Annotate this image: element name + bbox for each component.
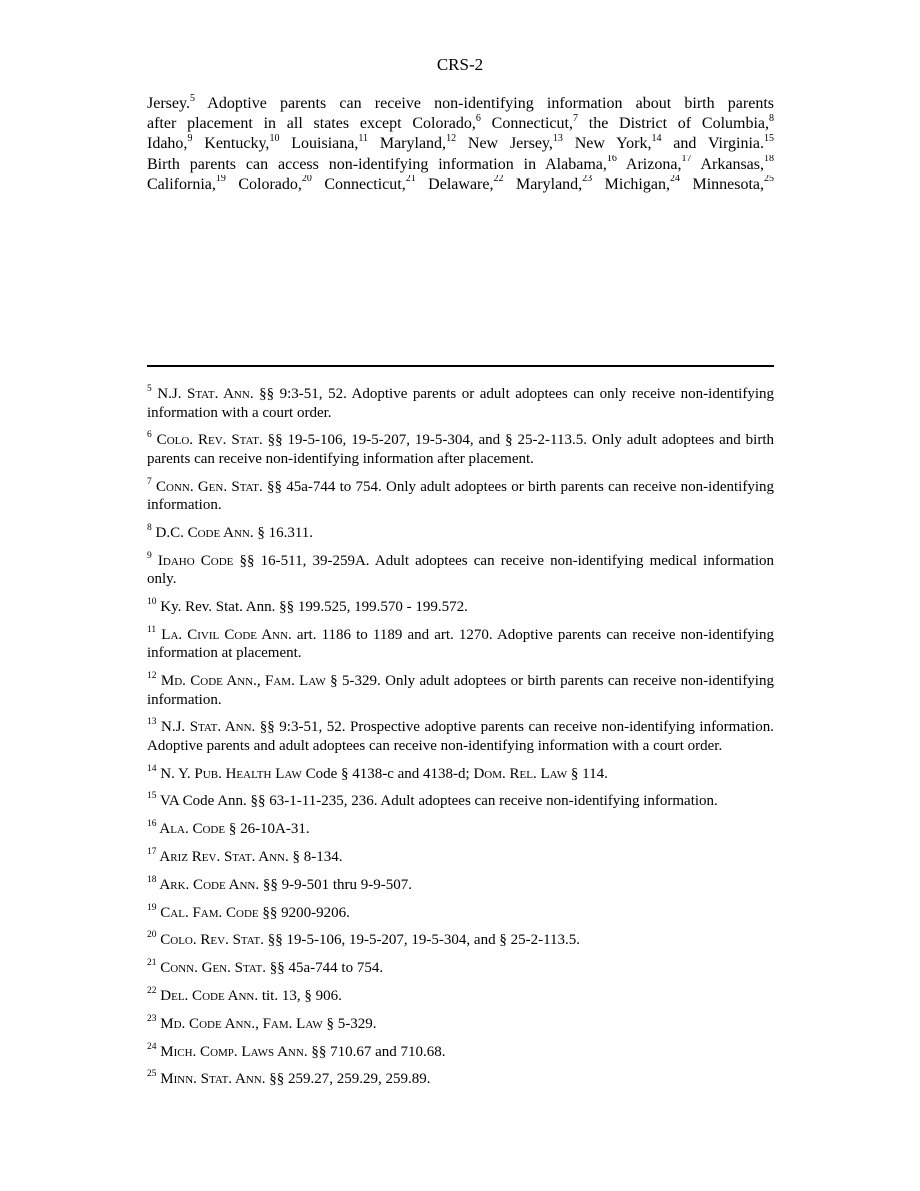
body-text-segment: Maryland,	[503, 175, 583, 193]
footnote-text: . S	[225, 932, 241, 949]
citation-small-caps: daho	[162, 552, 195, 569]
body-line	[147, 114, 774, 134]
footnote	[147, 1015, 774, 1034]
footnote	[147, 718, 774, 755]
footnote-text: § 5-329. Only adult adoptees or birth parents can receive non-identifying information.	[147, 673, 774, 708]
citation-small-caps: ode	[202, 988, 225, 1005]
citation-small-caps: tat	[239, 478, 259, 495]
footnote-text: . L	[233, 1043, 251, 1060]
footnote-text: C	[156, 960, 171, 977]
citation-small-caps: ivil	[197, 626, 220, 643]
footnote-number: 25	[147, 1069, 157, 1080]
footnote-reference[interactable]: 21	[405, 174, 416, 185]
footnote-text: . A	[251, 849, 270, 866]
page-header: CRS-2	[436, 55, 484, 74]
citation-small-caps: tat	[240, 932, 261, 949]
citation-small-caps: tat	[232, 849, 252, 866]
footnote-text: . § 16.311.	[249, 524, 314, 541]
footnote-text: . C	[181, 1015, 200, 1032]
citation-small-caps: ode	[203, 876, 226, 893]
citation-small-caps: ode	[210, 552, 234, 569]
footnote-text: . §§ 19-5-106, 19-5-207, 19-5-304, and § 25-2-113.5.	[260, 932, 581, 949]
citation-small-caps: tat	[195, 386, 215, 402]
footnote	[147, 598, 774, 617]
footnote-text: A	[156, 849, 171, 866]
footnote-number: 11	[147, 624, 157, 635]
citation-small-caps: aw	[549, 765, 568, 782]
footnote-text: . C	[184, 988, 203, 1005]
body-text-segment: Kentucky,	[192, 135, 270, 153]
footnote-text: I	[151, 552, 163, 569]
footnote	[147, 524, 774, 543]
footnote-number: 16	[147, 819, 157, 830]
footnote-number: 23	[147, 1013, 157, 1024]
footnote	[147, 904, 774, 923]
footnote-reference[interactable]: 7	[572, 114, 578, 124]
citation-small-caps: am	[273, 673, 292, 690]
footnote-reference[interactable]: 9	[187, 134, 193, 145]
footnote-text: D.C. C	[151, 524, 198, 541]
footnote-text: . C	[182, 673, 201, 690]
footnote	[147, 478, 774, 515]
footnote-number: 9	[147, 550, 152, 561]
body-line	[147, 134, 774, 154]
footnote-text: . C	[192, 1043, 211, 1060]
citation-small-caps: nn	[239, 876, 256, 893]
footnote-text: . G	[194, 960, 213, 977]
footnote	[147, 848, 774, 867]
footnote-text: . L	[288, 1015, 306, 1032]
citation-small-caps: d	[173, 1015, 182, 1032]
footnote-text: A	[156, 876, 171, 893]
footnote-text: § 114.	[567, 765, 608, 782]
footnote-text: L	[271, 765, 285, 782]
citation-small-caps: inn	[173, 1071, 194, 1088]
citation-small-caps: nn	[233, 524, 250, 541]
footnote-text: A	[274, 1043, 288, 1060]
footnote-text: . H	[218, 765, 237, 782]
footnote-reference[interactable]: 5	[189, 94, 195, 104]
footnote-separator-rule	[147, 365, 774, 367]
citation-small-caps: ode	[234, 626, 257, 643]
body-text-segment: Delaware,	[415, 175, 494, 193]
footnote-reference[interactable]: 15	[764, 134, 774, 145]
footnote-text: . §§ 259.27, 259.29, 259.89.	[261, 1071, 431, 1088]
footnote-text: C	[156, 904, 171, 921]
citation-small-caps: onn	[166, 478, 190, 495]
citation-small-caps: en	[208, 478, 224, 495]
footnote-text: ., F	[251, 1015, 271, 1032]
footnote-text: ., F	[253, 673, 274, 690]
footnote-text: . C	[178, 626, 198, 643]
footnote-text: §§ 9200-9206.	[258, 904, 350, 921]
footnote-text: Code § 4138-c and 4138-d; D	[301, 765, 485, 782]
citation-small-caps: ode	[197, 524, 221, 541]
footnote-text: . §§ 9-9-501 thru 9-9-507.	[255, 876, 412, 893]
footnote-text: M	[156, 673, 175, 690]
body-text-segment: New York,	[562, 135, 652, 153]
footnote-text: A	[221, 1015, 236, 1032]
footnote-number: 13	[147, 717, 157, 728]
footnote-text: . art. 1186 to 1189 and art. 1270. Adoptive parents can receive non-identifying information at placement.	[147, 626, 774, 662]
body-line	[147, 155, 774, 175]
body-text-segment: Minnesota,	[679, 175, 765, 193]
citation-small-caps: olo	[166, 432, 190, 449]
footnote-text: . § 8-134.	[284, 849, 343, 866]
footnote-number: 14	[147, 763, 157, 774]
footnote-number: 5	[147, 384, 152, 394]
citation-small-caps: ode	[200, 673, 223, 690]
footnote-text: §§ 16-511, 39-259A. Adult adoptees can receive non-identifying medical information only.	[147, 552, 774, 588]
footnote-text: . tit. 13, § 906.	[254, 988, 342, 1005]
footnote-text: M	[156, 1043, 174, 1060]
citation-small-caps: nn	[272, 626, 289, 643]
footnote-reference[interactable]: 25	[764, 174, 774, 185]
footnote-text: R	[188, 849, 202, 866]
footnote	[147, 876, 774, 895]
footnote-number: 18	[147, 874, 157, 885]
citation-small-caps: nn	[235, 1015, 252, 1032]
body-text-segment: Birth parents can access non-identifying information in Alabama,	[147, 155, 607, 173]
footnote-text: . C	[218, 904, 237, 921]
footnote-reference[interactable]: 12	[446, 134, 457, 145]
footnote	[147, 672, 774, 709]
footnote-text: . R	[189, 432, 208, 449]
footnote-reference[interactable]: 16	[606, 154, 617, 165]
footnote-text: . L	[533, 765, 550, 782]
footnote-text: . G	[189, 478, 209, 495]
citation-small-caps: nn	[245, 1071, 262, 1088]
footnote-text: . A	[214, 386, 234, 402]
footnote-text: A	[224, 988, 239, 1005]
citation-small-caps: ev	[201, 849, 217, 866]
footnotes-section	[147, 385, 774, 1098]
citation-small-caps: ev	[210, 932, 226, 949]
footnote-text: . §§ 45a-744 to 754.	[262, 960, 384, 977]
footnote-reference[interactable]: 23	[582, 174, 593, 185]
footnote-reference[interactable]: 10	[269, 134, 280, 145]
body-text-segment: Louisiana,	[279, 135, 359, 153]
footnote-reference[interactable]: 24	[669, 174, 680, 185]
footnote-number: 22	[147, 986, 157, 997]
citation-small-caps: ev	[207, 432, 223, 449]
citation-small-caps: tat	[239, 432, 259, 449]
body-line	[147, 175, 774, 195]
citation-small-caps: aws	[250, 1043, 275, 1060]
footnote-number: 6	[147, 430, 152, 441]
citation-small-caps: en	[212, 960, 228, 977]
citation-small-caps: olo	[170, 932, 193, 949]
footnote-number: 24	[147, 1041, 157, 1052]
footnote-number: 15	[147, 791, 157, 802]
footnote-number: 21	[147, 958, 157, 969]
body-text-segment: Idaho,	[147, 135, 188, 153]
footnote-number: 7	[147, 476, 152, 487]
footnote-number: 17	[147, 847, 157, 858]
citation-small-caps: nn	[269, 849, 285, 866]
footnote-text: . R	[192, 932, 211, 949]
footnote-text: . S	[223, 478, 240, 495]
body-text-segment: the District of Columbia,	[577, 115, 770, 133]
footnote-reference[interactable]: 22	[493, 174, 504, 185]
footnote	[147, 820, 774, 839]
footnote	[147, 431, 774, 468]
footnote-text: N. Y. P	[156, 765, 203, 782]
footnote-text: . S	[227, 960, 243, 977]
footnote-text: . S	[193, 1071, 209, 1088]
footnote-text: . A	[228, 1071, 246, 1088]
citation-small-caps: ode	[202, 821, 226, 838]
footnote	[147, 959, 774, 978]
body-text-segment: Adoptive parents can receive non-identifying information about birth parents	[194, 95, 774, 112]
footnote-reference[interactable]: 17	[681, 154, 692, 165]
footnote-text: § 5-329.	[322, 1015, 377, 1032]
body-paragraph	[147, 94, 774, 195]
footnote-text: C	[151, 478, 166, 495]
footnote	[147, 931, 774, 950]
body-text-segment: New Jersey,	[456, 135, 553, 153]
footnote-text: § 26-10A-31.	[225, 821, 310, 838]
footnote-text: A	[156, 821, 171, 838]
citation-small-caps: riz	[170, 849, 188, 866]
citation-small-caps: tat	[198, 719, 218, 736]
citation-small-caps: nn	[287, 1043, 304, 1060]
citation-small-caps: nn	[238, 988, 255, 1005]
citation-small-caps: aw	[284, 765, 302, 782]
citation-small-caps: el	[171, 988, 185, 1005]
body-text-segment: California,	[147, 175, 216, 193]
footnote-reference[interactable]: 14	[651, 134, 662, 145]
footnote-text: VA Code Ann. §§ 63-1-11-235, 236. Adult adoptees can receive non-identifying information.	[156, 793, 718, 810]
body-text-segment: Connecticut,	[311, 175, 406, 193]
body-text-segment: after placement in all states except Colorado,	[147, 115, 476, 133]
footnote-text: . S	[222, 432, 240, 449]
footnote-text: . F	[184, 904, 201, 921]
footnote-text: . C	[184, 821, 203, 838]
footnote-text: C	[156, 932, 171, 949]
body-text-segment: Michigan,	[592, 175, 670, 193]
citation-small-caps: ub	[202, 765, 219, 782]
citation-small-caps: d	[174, 673, 183, 690]
citation-small-caps: nn	[235, 719, 252, 736]
body-line	[147, 94, 774, 114]
footnote-text: C	[219, 626, 235, 643]
citation-small-caps: om	[484, 765, 503, 782]
footnote-text: C	[194, 552, 211, 569]
footnote-text: L	[156, 626, 171, 643]
body-text-segment: Maryland,	[368, 135, 447, 153]
footnote-text: . C	[185, 876, 204, 893]
citation-small-caps: aw	[305, 1015, 323, 1032]
citation-small-caps: el	[519, 765, 533, 782]
footnote-number: 8	[147, 522, 152, 533]
footnote-reference[interactable]: 8	[769, 114, 774, 124]
body-text-segment: Connecticut,	[480, 115, 573, 133]
footnote-text: C	[151, 432, 167, 449]
footnote-text: M	[156, 1015, 174, 1032]
footnote-reference[interactable]: 11	[358, 134, 369, 145]
footnote	[147, 1043, 774, 1062]
footnote-text: . §§ 45a-744 to 754. Only adult adoptees or birth parents can receive non-identifying information.	[147, 478, 774, 514]
footnote-reference[interactable]: 19	[215, 174, 226, 185]
footnote-text: . §§ 710.67 and 710.68.	[303, 1043, 446, 1060]
footnote-text: . §§ 19-5-106, 19-5-207, 19-5-304, and § 25-2-113.5. Only adult adoptees and birth parents can receive non-identifying information after placement.	[147, 432, 775, 467]
footnote-text: . §§ 9:3-51, 52. Prospective adoptive parents can receive non-identifying information. Adoptive parents and adult adoptees can receive non-identifying information with a court order.	[147, 719, 775, 754]
body-text-segment: Arizona,	[616, 155, 682, 173]
footnote-text: . S	[216, 849, 233, 866]
citation-small-caps: ealth	[236, 765, 272, 782]
footnote-text: . R	[502, 765, 520, 782]
footnote-text: . A	[217, 719, 236, 736]
footnote	[147, 987, 774, 1006]
footnote-text: . L	[291, 673, 309, 690]
citation-small-caps: omp	[210, 1043, 234, 1060]
citation-small-caps: ich	[173, 1043, 193, 1060]
footnote	[147, 385, 774, 422]
citation-small-caps: onn	[170, 960, 195, 977]
citation-small-caps: ode	[199, 1015, 222, 1032]
citation-small-caps: am	[200, 904, 219, 921]
footnote-number: 12	[147, 671, 157, 682]
footnote	[147, 1070, 774, 1089]
citation-small-caps: la	[170, 821, 185, 838]
footnote	[147, 792, 774, 811]
footnote-text: A	[257, 626, 273, 643]
footnote-text: A	[220, 524, 234, 541]
citation-small-caps: al	[170, 904, 185, 921]
footnote-text: M	[156, 1071, 174, 1088]
body-text-segment: Arkansas,	[691, 155, 765, 173]
citation-small-caps: aw	[308, 673, 326, 690]
footnote-text: A	[222, 673, 238, 690]
footnote-number: 20	[147, 930, 157, 941]
body-text-segment: Jersey.	[147, 95, 190, 112]
footnote	[147, 765, 774, 784]
footnote-text: N.J. S	[151, 386, 196, 402]
footnote	[147, 552, 774, 589]
footnote	[147, 626, 774, 663]
citation-small-caps: nn	[237, 673, 254, 690]
footnote-text: Ky. Rev. Stat. Ann. §§ 199.525, 199.570 - 199.572.	[156, 598, 468, 615]
footnote-text: D	[156, 988, 172, 1005]
footnote-text: . §§ 9:3-51, 52. Adoptive parents or adult adoptees can only receive non-identifying information with a court order.	[147, 386, 774, 421]
footnote-reference[interactable]: 20	[301, 174, 312, 185]
footnote-text: A	[225, 876, 240, 893]
citation-small-caps: nn	[233, 386, 250, 402]
footnote-number: 19	[147, 902, 157, 913]
footnote-text: N.J. S	[156, 719, 199, 736]
citation-small-caps: am	[270, 1015, 289, 1032]
citation-small-caps: rk	[170, 876, 186, 893]
body-text-segment: Colorado,	[225, 175, 302, 193]
footnote-reference[interactable]: 13	[552, 134, 563, 145]
footnote-reference[interactable]: 6	[475, 114, 481, 124]
citation-small-caps: tat	[242, 960, 263, 977]
body-text-segment: and Virginia.	[661, 135, 765, 153]
footnote-reference[interactable]: 18	[764, 154, 774, 165]
citation-small-caps: ode	[236, 904, 259, 921]
citation-small-caps: tat	[209, 1071, 229, 1088]
citation-small-caps: a	[170, 626, 179, 643]
footnote-number: 10	[147, 596, 157, 607]
